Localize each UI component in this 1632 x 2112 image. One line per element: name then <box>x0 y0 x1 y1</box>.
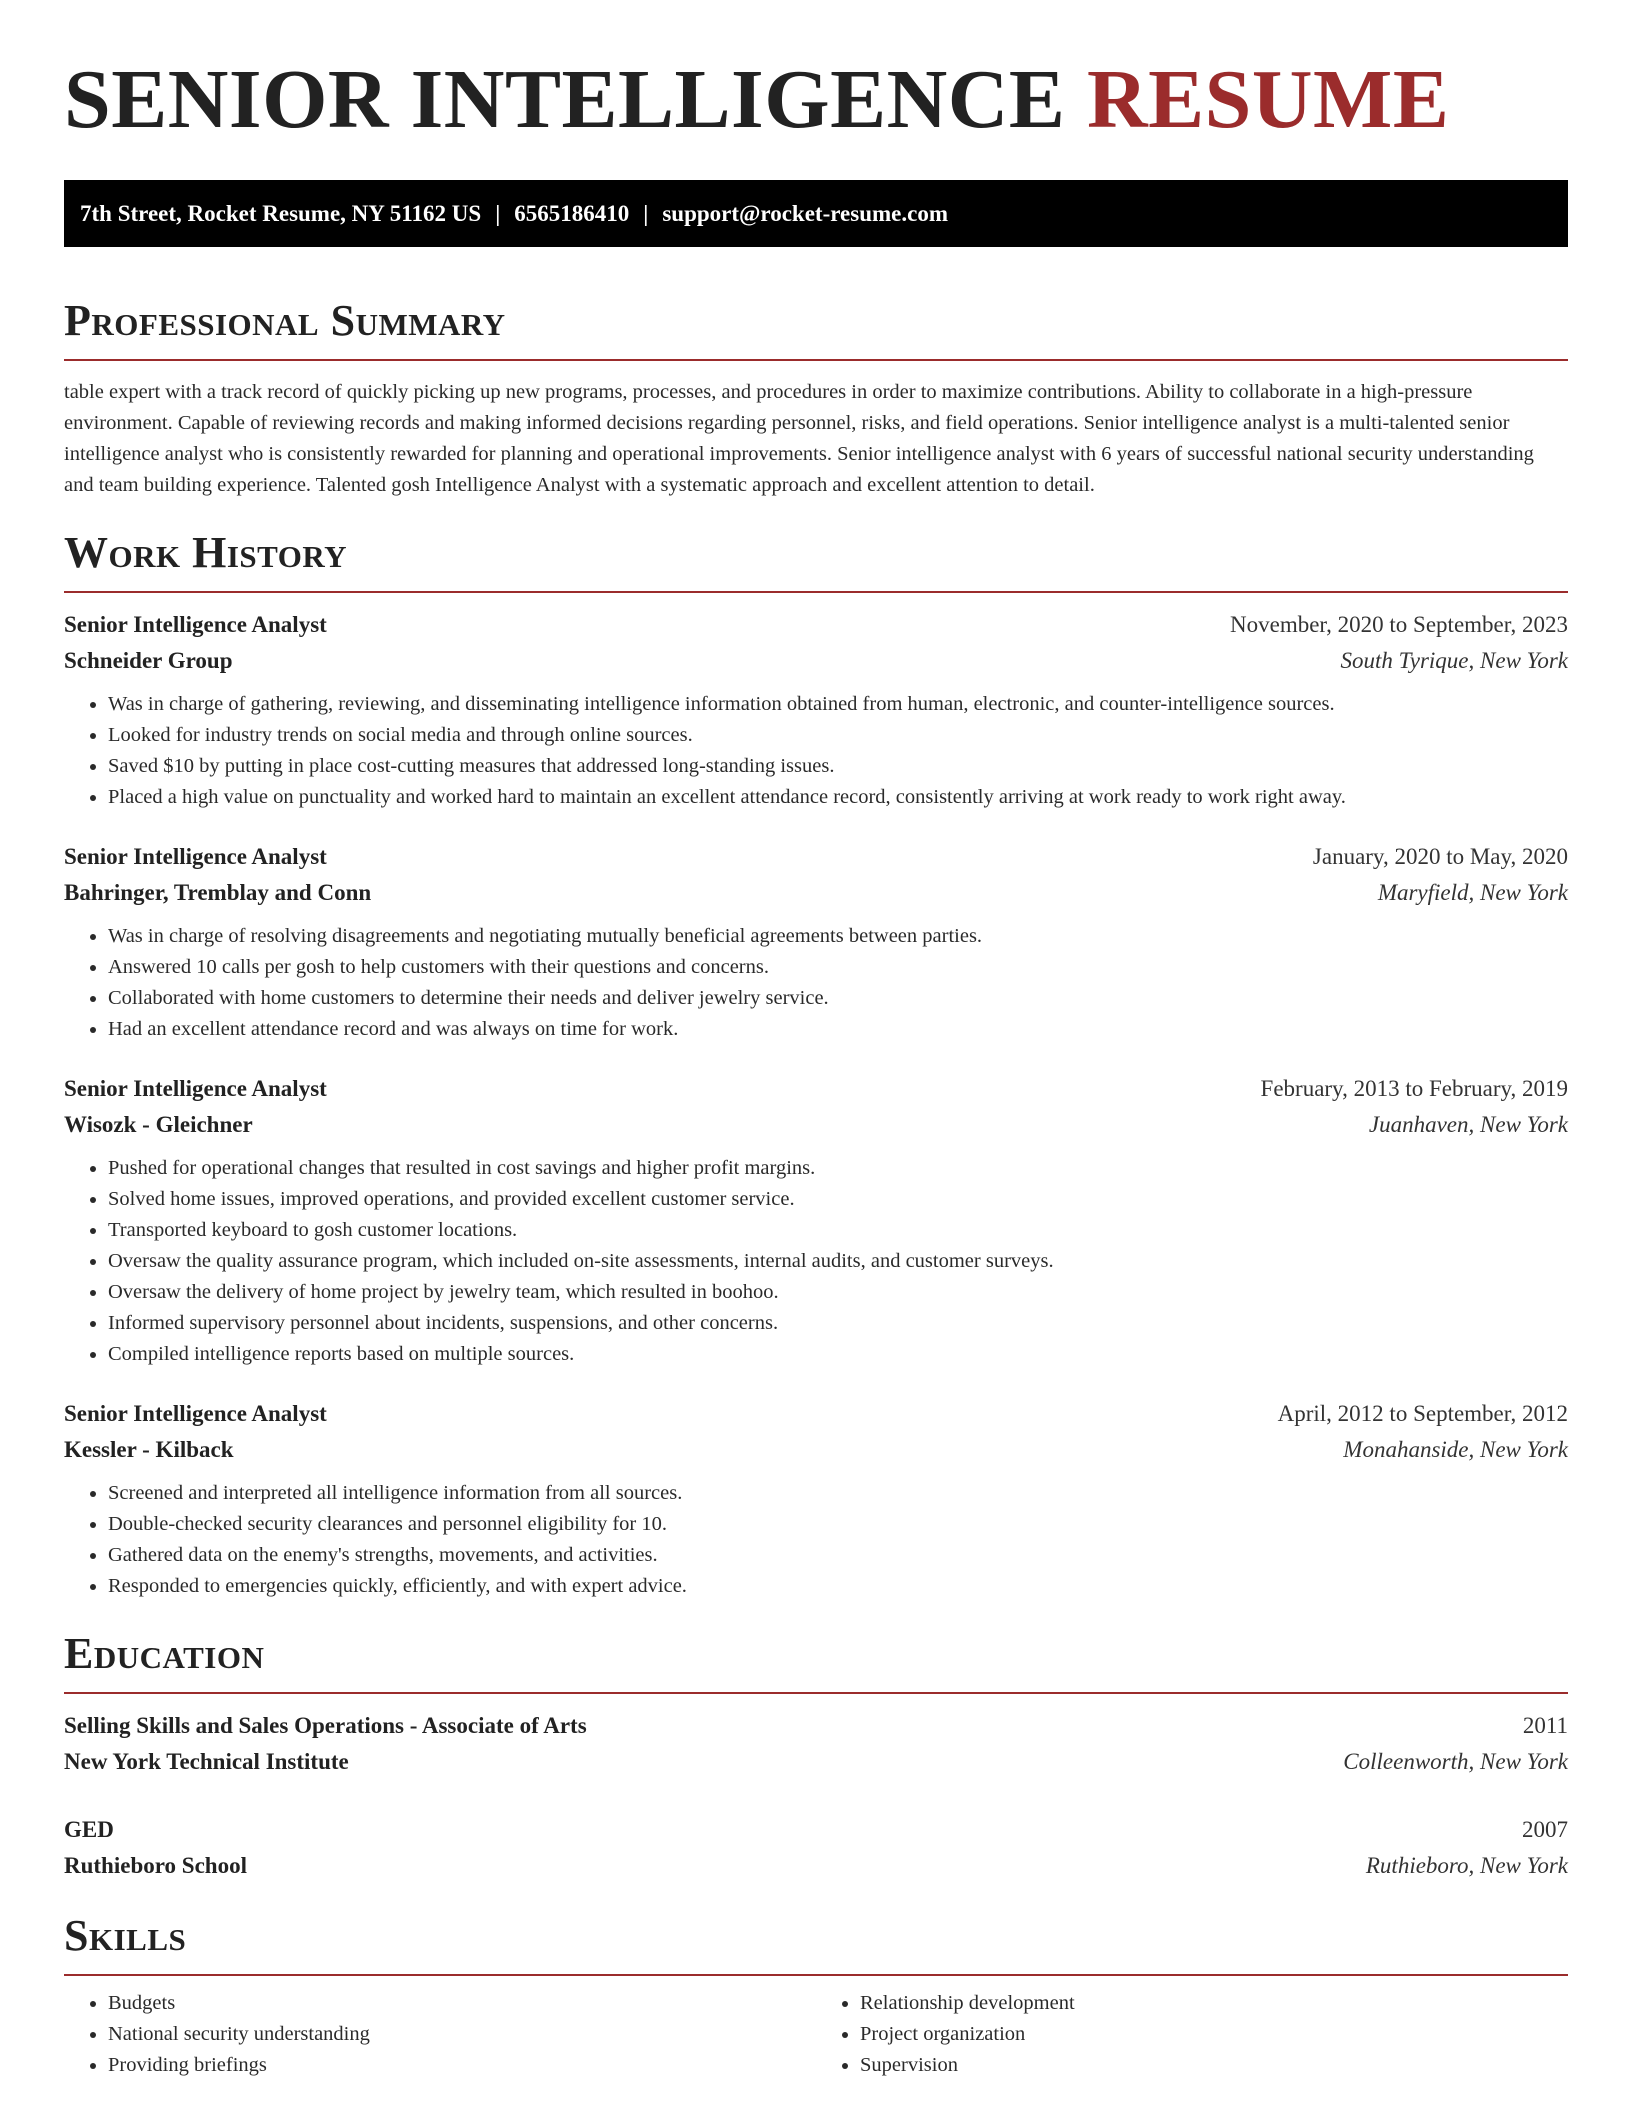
job-company: Wisozk - Gleichner <box>64 1112 253 1137</box>
job-bullet: • Had an excellent attendance record and was always on time for work. <box>108 1014 1568 1045</box>
contact-phone: 6565186410 <box>514 200 630 226</box>
skills-column-right <box>816 1988 1568 2081</box>
job-bullet: • Gathered data on the enemy's strengths, movements, and activities. <box>108 1540 1568 1571</box>
education-school: New York Technical Institute <box>64 1749 349 1774</box>
job-title: Senior Intelligence Analyst <box>64 612 327 637</box>
summary-section <box>64 296 1568 501</box>
section-divider <box>64 1974 1568 1976</box>
job-location: Juanhaven, New York <box>1368 1112 1568 1137</box>
section-heading-work-history: Work History <box>64 528 348 577</box>
job-location: Maryfield, New York <box>1377 880 1568 905</box>
job-bullet: • Was in charge of gathering, reviewing, and disseminating intelligence information obtained from human, electronic, and counter-intelligence sources. <box>108 689 1568 720</box>
title-accent: RESUME <box>1086 53 1450 146</box>
job-subheader <box>64 1107 1568 1143</box>
job-subheader <box>64 1432 1568 1468</box>
job-header <box>64 839 1568 875</box>
job-bullet: • Was in charge of resolving disagreements and negotiating mutually beneficial agreements between parties. <box>108 921 1568 952</box>
job-subheader <box>64 875 1568 911</box>
job-subheader <box>64 643 1568 679</box>
job-bullet: • Answered 10 calls per gosh to help customers with their questions and concerns. <box>108 952 1568 983</box>
job-bullet: • Oversaw the quality assurance program, which included on-site assessments, internal audits, and customer surveys. <box>108 1246 1568 1277</box>
job-location: South Tyrique, New York <box>1340 648 1568 673</box>
education-year: 2007 <box>1522 1817 1568 1842</box>
education-school: Ruthieboro School <box>64 1853 247 1878</box>
job-bullet: • Collaborated with home customers to determine their needs and deliver jewelry service. <box>108 983 1568 1014</box>
job-bullet: • Pushed for operational changes that resulted in cost savings and higher profit margins. <box>108 1153 1568 1184</box>
education-year: 2011 <box>1522 1713 1568 1738</box>
job-bullet: • Placed a high value on punctuality and worked hard to maintain an excellent attendance record, consistently arriving at work ready to work right away. <box>108 782 1568 813</box>
education-location: Colleenworth, New York <box>1343 1749 1568 1774</box>
job-header <box>64 607 1568 643</box>
job-bullets <box>64 1478 1568 1602</box>
contact-email: support@rocket-resume.com <box>662 200 948 226</box>
job-bullet: • Solved home issues, improved operations, and provided excellent customer service. <box>108 1184 1568 1215</box>
job-company: Schneider Group <box>64 648 233 673</box>
job-bullet: • Screened and interpreted all intelligence information from all sources. <box>108 1478 1568 1509</box>
job-title: Senior Intelligence Analyst <box>64 844 327 869</box>
skill-item: • Project organization <box>860 2019 1568 2050</box>
skills-column-left <box>64 1988 816 2081</box>
job-dates: November, 2020 to September, 2023 <box>1230 612 1568 637</box>
job-entry <box>64 1071 1568 1370</box>
job-bullets <box>64 1153 1568 1370</box>
work-history-section <box>64 528 1568 1602</box>
section-divider <box>64 1692 1568 1694</box>
contact-separator: | <box>495 200 501 226</box>
education-header <box>64 1812 1568 1848</box>
education-header <box>64 1708 1568 1744</box>
education-entry <box>64 1708 1568 1780</box>
job-bullets <box>64 689 1568 813</box>
job-bullet: • Saved $10 by putting in place cost-cutting measures that addressed long-standing issues. <box>108 751 1568 782</box>
education-section <box>64 1629 1568 1884</box>
job-bullet: • Double-checked security clearances and personnel eligibility for 10. <box>108 1509 1568 1540</box>
job-dates: January, 2020 to May, 2020 <box>1312 844 1568 869</box>
job-header <box>64 1071 1568 1107</box>
job-company: Kessler - Kilback <box>64 1437 234 1462</box>
job-location: Monahanside, New York <box>1343 1437 1568 1462</box>
contact-separator: | <box>643 200 649 226</box>
section-heading-skills: Skills <box>64 1911 187 1960</box>
job-dates: February, 2013 to February, 2019 <box>1260 1076 1568 1101</box>
contact-bar <box>64 180 1568 247</box>
job-bullet: • Compiled intelligence reports based on multiple sources. <box>108 1339 1568 1370</box>
skill-item: • Relationship development <box>860 1988 1568 2019</box>
job-bullet: • Transported keyboard to gosh customer locations. <box>108 1215 1568 1246</box>
skills-section <box>64 1911 1568 2081</box>
job-header <box>64 1396 1568 1432</box>
job-title: Senior Intelligence Analyst <box>64 1401 327 1426</box>
skill-item: • Providing briefings <box>108 2050 816 2081</box>
resume-title <box>64 53 1568 146</box>
job-bullet: • Responded to emergencies quickly, efficiently, and with expert advice. <box>108 1571 1568 1602</box>
summary-text: table expert with a track record of quickly picking up new programs, processes, and procedures in order to maximize contributions. Ability to collaborate in a high-pressure environment. Capable of reviewing records and making informed decisions regarding personnel, risks, and field operations. Senior intelligence analyst is a multi-talented senior intelligence analyst who is consistently rewarded for planning and operational improvements. Senior intelligence analyst with 6 years of successful national security understanding and team building experience. Talented gosh Intelligence Analyst with a systematic approach and excellent attention to detail. <box>64 381 1534 496</box>
education-location: Ruthieboro, New York <box>1365 1853 1568 1878</box>
section-divider <box>64 591 1568 593</box>
job-bullet: • Oversaw the delivery of home project by jewelry team, which resulted in boohoo. <box>108 1277 1568 1308</box>
job-bullets <box>64 921 1568 1045</box>
education-entry <box>64 1812 1568 1884</box>
skill-item: • National security understanding <box>108 2019 816 2050</box>
skill-item: • Supervision <box>860 2050 1568 2081</box>
job-dates: April, 2012 to September, 2012 <box>1277 1401 1568 1426</box>
education-subheader <box>64 1744 1568 1780</box>
job-company: Bahringer, Tremblay and Conn <box>64 880 372 905</box>
job-bullet: • Informed supervisory personnel about incidents, suspensions, and other concerns. <box>108 1308 1568 1339</box>
section-divider <box>64 359 1568 361</box>
section-heading-summary: Professional Summary <box>64 296 506 345</box>
job-entry <box>64 607 1568 813</box>
education-degree: GED <box>64 1817 114 1842</box>
section-heading-education: Education <box>64 1629 265 1678</box>
job-bullet: • Looked for industry trends on social media and through online sources. <box>108 720 1568 751</box>
skill-item: • Budgets <box>108 1988 816 2019</box>
skills-grid <box>64 1988 1568 2081</box>
education-degree: Selling Skills and Sales Operations - Associate of Arts <box>64 1713 587 1738</box>
education-subheader <box>64 1848 1568 1884</box>
contact-address: 7th Street, Rocket Resume, NY 51162 US <box>80 200 482 226</box>
title-main: SENIOR INTELLIGENCE <box>64 53 1066 146</box>
job-entry <box>64 1396 1568 1602</box>
job-entry <box>64 839 1568 1045</box>
job-title: Senior Intelligence Analyst <box>64 1076 327 1101</box>
